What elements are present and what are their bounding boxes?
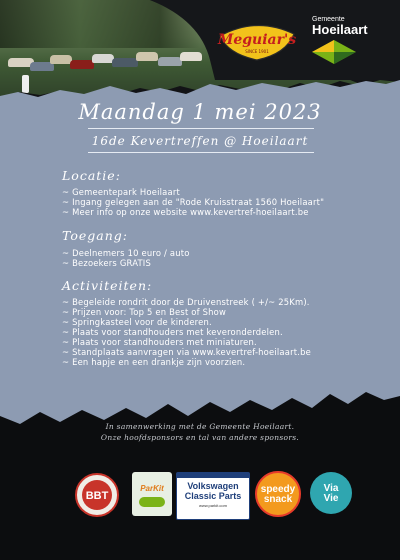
location-line: ~ Ingang gelegen aan de "Rode Kruisstraat 1560 Hoeilaart" [62,197,325,207]
parkit-logo: ParKit [132,472,172,516]
event-date-title: Maandag 1 mei 2023 [78,100,322,124]
svg-text:Via: Via [323,483,339,494]
access-line: ~ Bezoekers GRATIS [62,258,151,268]
activities-heading: Activiteiten: [62,278,153,293]
activity-item: ~ Begeleide rondrit door de Druivenstreek ( +/~ 25Km). [62,297,310,307]
subtitle-divider [88,152,314,153]
activity-item: ~ Een hapje en een drankje zijn voorzien. [62,357,246,367]
access-heading: Toegang: [62,228,129,243]
meguiars-logo [216,14,298,64]
location-line: ~ Gemeentepark Hoeilaart [62,187,180,197]
meguiars-wordmark: Meguiar's [217,32,297,48]
svg-text:SINCE 1901: SINCE 1901 [245,49,269,54]
gemeente-hoeilaart-logo: Gemeente Hoeilaart [312,16,392,72]
svg-text:speedy: speedy [260,484,296,495]
access-line: ~ Deelnemers 10 euro / auto [62,248,190,258]
svg-text:Vie: Vie [323,493,339,504]
svg-text:BBT: BBT [85,490,109,502]
vw-classic-parts-logo: Volkswagen Classic Parts www.parkit.com [176,472,250,520]
bbt-logo [74,472,120,518]
via-vie-logo [308,470,354,516]
activity-item: ~ Standplaats aanvragen via www.kevertref-hoeilaart.be [62,347,311,357]
title-divider [88,128,314,129]
location-heading: Locatie: [62,168,121,183]
location-website-line: ~ Meer info op onze website www.kevertref-hoeilaart.be [62,207,309,217]
speedy-snack-logo [254,470,302,518]
activity-item: ~ Plaats voor standhouders met miniaturen. [62,337,257,347]
sponsors-note: Onze hoofdsponsors en tal van andere sponsors. [100,433,300,442]
info-panel [0,78,400,438]
svg-text:snack: snack [263,494,293,505]
activity-item: ~ Plaats voor standhouders met keveronderdelen. [62,327,283,337]
activity-item: ~ Prijzen voor: Top 5 en Best of Show [62,307,227,317]
hoeilaart-emblem-icon [312,40,356,64]
collaboration-note: In samenwerking met de Gemeente Hoeilaart. [105,422,295,431]
event-subtitle: 16de Kevertreffen @ Hoeilaart [91,134,309,148]
activity-item: ~ Springkasteel voor de kinderen. [62,317,212,327]
